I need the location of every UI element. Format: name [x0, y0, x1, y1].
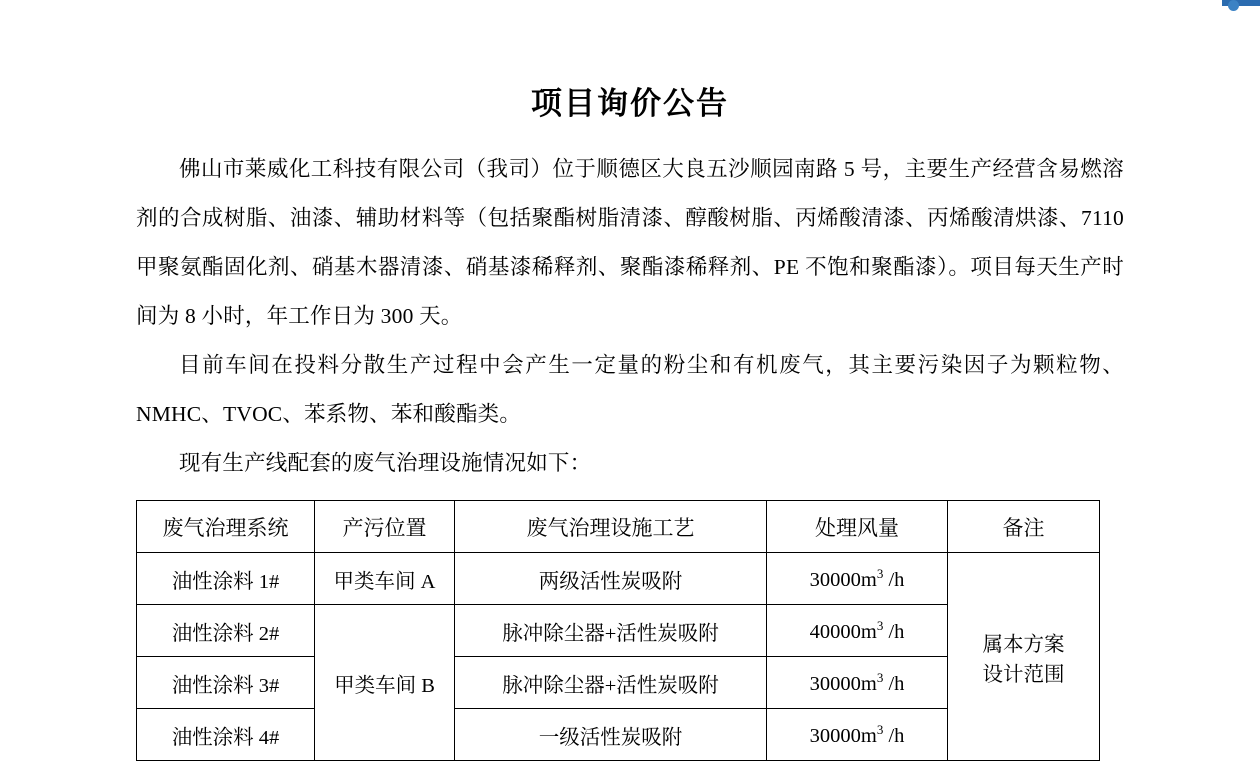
remark-line-1: 属本方案 — [982, 633, 1065, 656]
cell-airflow — [767, 657, 948, 709]
cell-process: 脉冲除尘器+活性炭吸附 — [455, 605, 767, 657]
airflow-suffix: /h — [883, 568, 905, 591]
table-header-location: 产污位置 — [315, 501, 455, 553]
cell-process: 脉冲除尘器+活性炭吸附 — [455, 657, 767, 709]
cell-process: 两级活性炭吸附 — [455, 553, 767, 605]
table-header-remark: 备注 — [948, 501, 1100, 553]
airflow-value: 30000m — [809, 672, 877, 695]
cell-system: 油性涂料 3# — [137, 657, 315, 709]
window-chrome-indicator-icon — [1228, 0, 1239, 11]
airflow-suffix: /h — [883, 672, 905, 695]
airflow-unit-exponent: 3 — [876, 669, 884, 685]
airflow-value: 30000m — [809, 568, 877, 591]
airflow-suffix: /h — [883, 620, 905, 643]
cell-system: 油性涂料 4# — [137, 709, 315, 761]
table-header-process: 废气治理设施工艺 — [455, 501, 767, 553]
cell-remark-merged — [948, 553, 1100, 761]
cell-system: 油性涂料 2# — [137, 605, 315, 657]
table-header-airflow: 处理风量 — [767, 501, 948, 553]
cell-airflow — [767, 709, 948, 761]
cell-process: 一级活性炭吸附 — [455, 709, 767, 761]
facility-table — [136, 500, 1100, 761]
airflow-suffix: /h — [883, 724, 905, 747]
paragraph-company-intro: 佛山市莱威化工科技有限公司（我司）位于顺德区大良五沙顺园南路 5 号，主要生产经营含易燃溶剂的合成树脂、油漆、辅助材料等（包括聚酯树脂清漆、醇酸树脂、丙烯酸清漆、丙烯酸清烘漆、7110 甲聚氨酯固化剂、硝基木器清漆、硝基漆稀释剂、聚酯漆稀释剂、PE 不饱和聚酯漆）。项目每天生产时间为 8 小时，年工作日为 300 天。 — [136, 157, 1124, 328]
remark-line-2: 设计范围 — [982, 663, 1065, 686]
airflow-value: 40000m — [809, 620, 877, 643]
page-title: 项目询价公告 — [531, 86, 729, 121]
table-row — [137, 553, 1100, 605]
airflow-value: 30000m — [809, 724, 877, 747]
airflow-unit-exponent: 3 — [876, 565, 884, 581]
paragraph-table-intro: 现有生产线配套的废气治理设施情况如下： — [179, 451, 592, 475]
cell-location-merged: 甲类车间 B — [315, 605, 455, 761]
table-header-row — [137, 501, 1100, 553]
cell-airflow — [767, 605, 948, 657]
cell-location: 甲类车间 A — [315, 553, 455, 605]
document-body — [136, 0, 1124, 761]
cell-system: 油性涂料 1# — [137, 553, 315, 605]
cell-airflow — [767, 553, 948, 605]
table-header-system: 废气治理系统 — [137, 501, 315, 553]
airflow-unit-exponent: 3 — [876, 617, 884, 633]
paragraph-pollutants: 目前车间在投料分散生产过程中会产生一定量的粉尘和有机废气，其主要污染因子为颗粒物、NMHC、TVOC、苯系物、苯和酸酯类。 — [136, 353, 1124, 426]
airflow-unit-exponent: 3 — [876, 721, 884, 737]
